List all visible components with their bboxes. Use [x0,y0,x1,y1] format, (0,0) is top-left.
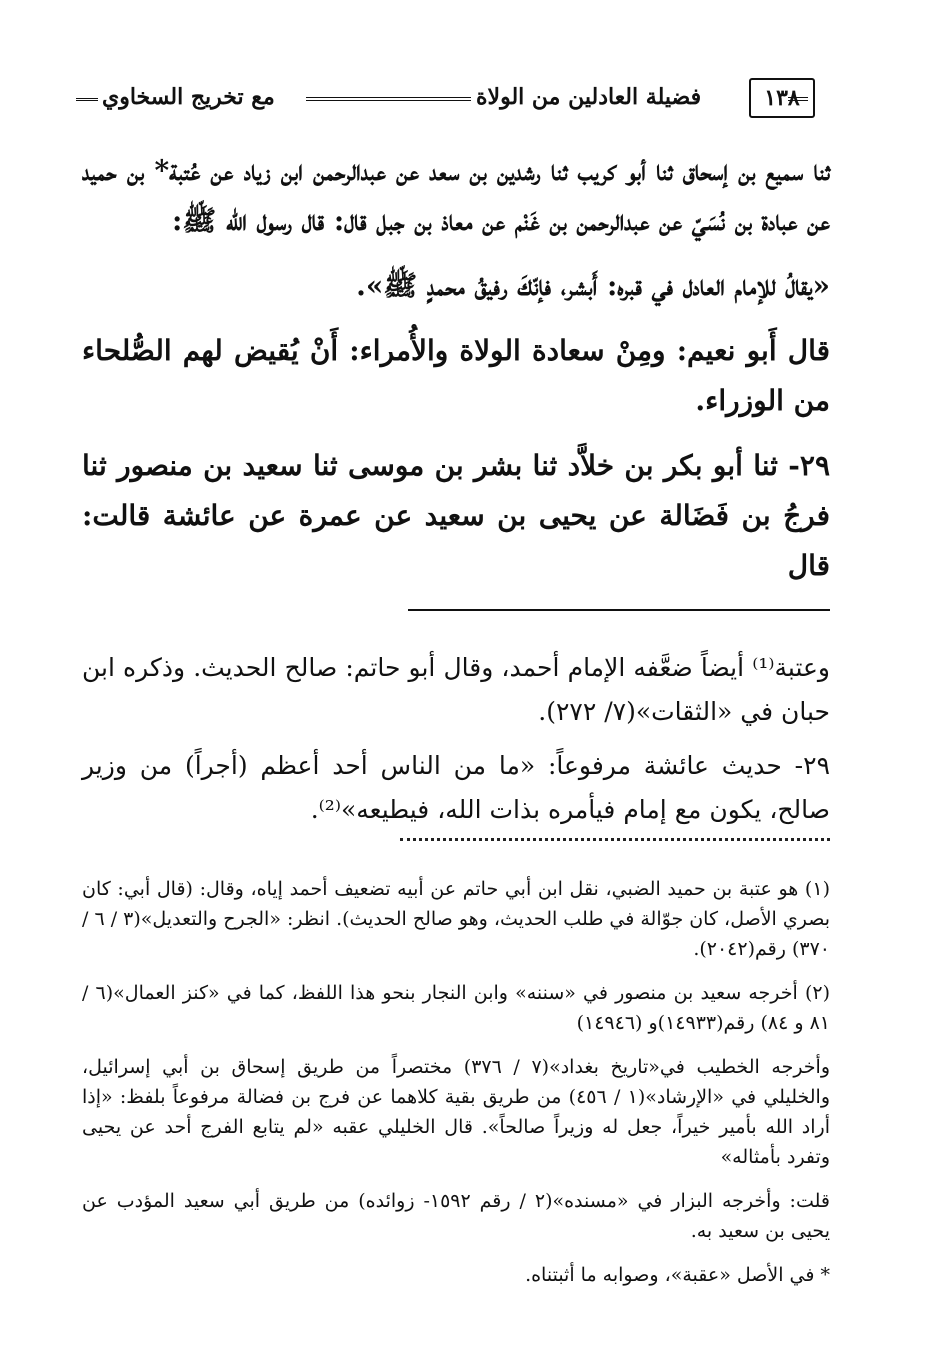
commentary-paragraph: وعتبة⁽¹⁾ أيضاً ضعَّفه الإمام أحمد، وقال أبو حاتم: صالح الحديث. وذكره ابن حبان في «الثقات»(٧/ ٢٧٢). [82,653,830,726]
section-divider [408,609,830,611]
main-text [82,146,830,591]
hadith-29-paragraph: ٢٩- ثنا أبو بكر بن خلاَّد ثنا بشر بن موسى ثنا سعيد بن منصور ثنا فرجُ بن فَضَالة عن يحيى بن سعيد عن عمرة عن عائشة قالت: قال [82,449,830,582]
footnote: (١) هو عتبة بن حميد الضبي، نقل ابن أبي حاتم عن أبيه تضعيف أحمد إياه، وقال: (قال أبي: كان بصري الأصل، كان جوّالة في طلب الحديث، وهو صالح الحديث). انظر: «الجرح والتعديل»(٣ / ٦ / ٣٧٠) رقم(٢٠٤٢). [82,878,830,960]
footnote-star: * في الأصل «عقبة»، وصوابه ما أثبتناه. [525,1264,830,1286]
comment-paragraph: قال أَبو نعيم: ومِنْ سعادة الولاة والأُمراء: أَنْ يُقيض لهم الصُّلحاء من الوزراء. [82,334,830,417]
header-rule [306,97,471,101]
footnote: قلت: وأخرجه البزار في «مسنده»(٢ / رقم ١٥٩٢- زوائده) من طريق أبي سعيد المؤدب عن يحيى بن سعيد به. [82,1190,830,1242]
footnotes [82,874,830,1290]
dotted-divider [400,838,830,841]
commentary [82,646,830,832]
series-title: مع تخريج السخاوي [102,84,275,110]
footnote: وأخرجه الخطيب في«تاريخ بغداد»(٧ / ٣٧٦) مختصراً من طريق إسحاق بن أبي إسرائيل، والخليلي في «الإرشاد»(١ / ٤٥٦) من طريق بقية كلاهما عن فرج بن فضالة مرفوعاً بلفظ: «إذا أراد الله بأمير خيراً، جعل له وزيراً صالحاً». قال الخليلي عقبه «لم يتابع الفرج أحد عن يحيى وتفرد بأمثاله» [82,1056,831,1168]
footnote: (٢) أخرجه سعيد بن منصور في «سننه» وابن النجار بنحو هذا اللفظ، كما في «كنز العمال»(٦ / ٨١ و ٨٤) رقم(١٤٩٣٣)و (١٤٩٤٦) [82,982,830,1034]
book-title: فضيلة العادلين من الولاة [476,84,702,110]
header-ornament [76,98,98,101]
hadith-paragraph: «يقالُ للإمام العادل في قبره: أَبشر، فإنّكَ رفيقُ محمدٍ ﷺ». [356,269,830,302]
commentary-paragraph: ٢٩- حديث عائشة مرفوعاً: «ما من الناس أحد أعظم (أجراً) من وزير صالح، يكون مع إمام فيأمره بذات الله، فيطيعه»⁽²⁾. [82,751,830,824]
isnad-paragraph: ثنا سميع بن إسحاق ثنا أبو كريب ثنا رشدين بن سعد عن عبدالرحمن ابن زياد عن عُتبة* بن حميد عن عبادة بن نُسَيّ عن عبدالرحمن بن غَنْم عن معاذ بن جبل قال: قال رسول الله ﷺ: [82,154,830,237]
running-header [76,78,831,122]
header-rule [788,97,808,101]
page-number: ١٣٨ [749,78,815,118]
